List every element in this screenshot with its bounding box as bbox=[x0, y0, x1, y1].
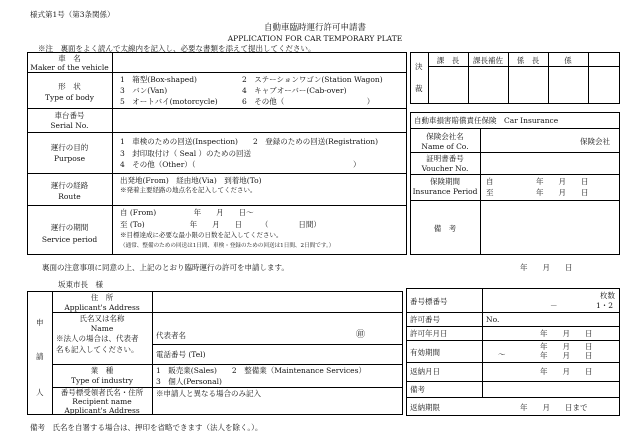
industry-options[interactable]: 1 販売業(Sales) 2 整備業（Maintenance Services） bbox=[156, 366, 366, 375]
valid-from-date: 年 月 日 bbox=[540, 342, 593, 351]
insurance-period-label-en: Insurance Period bbox=[412, 187, 478, 196]
voucher-field[interactable] bbox=[482, 154, 617, 172]
addressee: 坂東市長 様 bbox=[58, 280, 103, 289]
name-note-1: ※法人の場合は、代表者 bbox=[56, 334, 139, 343]
insurance-company-label: 保険会社名 bbox=[426, 132, 464, 141]
purpose-label-en: Purpose bbox=[53, 154, 86, 163]
insurance-remarks-label: 備 考 bbox=[433, 224, 457, 233]
period-label: 運行の期間 bbox=[50, 223, 89, 232]
tel-label: 電話番号 (Tel) bbox=[156, 350, 206, 359]
seal-mark: ㊞ bbox=[356, 330, 366, 340]
plate-dash: － bbox=[550, 301, 558, 310]
purpose-option-4[interactable]: 4 その他（Other）（ ） bbox=[120, 160, 361, 169]
address-label-en: Applicant's Address bbox=[64, 303, 140, 312]
recipient-label-en-2: Applicant's Address bbox=[64, 406, 140, 415]
period-from[interactable]: 自 (From) 年 月 日～ bbox=[120, 208, 254, 217]
recipient-label: 番号標受領者氏名・住所 bbox=[60, 388, 144, 397]
period-note-1: ※目標達成に必要な最小限の日数を記入してください。 bbox=[120, 231, 283, 239]
recipient-field[interactable] bbox=[154, 398, 400, 413]
purpose-label: 運行の目的 bbox=[50, 143, 89, 152]
name-label: 氏名又は名称 bbox=[79, 314, 125, 323]
approval-col-section-chief: 課 長 bbox=[436, 56, 460, 65]
period-label-en: Service period bbox=[41, 235, 98, 244]
approval-label-2: 裁 bbox=[415, 84, 423, 93]
valid-to-date: 年 月 日 bbox=[540, 351, 593, 360]
permit-date-label: 許可年月日 bbox=[410, 329, 448, 338]
insurance-to-date[interactable]: 年 月 日 bbox=[536, 188, 589, 197]
application-date[interactable]: 年 月 日 bbox=[520, 263, 573, 272]
voucher-label: 証明書番号 bbox=[426, 154, 464, 163]
purpose-option-3[interactable]: 3 封印取付け（ Seal ）のための回送 bbox=[120, 149, 251, 158]
insurance-title: 自動車損害賠償責任保険 Car Insurance bbox=[414, 116, 559, 125]
name-label-en: Name bbox=[90, 324, 114, 333]
insurance-from-label: 自 bbox=[486, 177, 494, 186]
permit-number-label: 許可番号 bbox=[410, 315, 440, 324]
serial-field[interactable] bbox=[114, 110, 404, 130]
voucher-label-en: Voucher No. bbox=[421, 164, 469, 173]
shape-option-1[interactable]: 1 箱型(Box-shaped) bbox=[120, 75, 197, 84]
approval-col-assistant: 課長補佐 bbox=[473, 56, 503, 65]
valid-tilde: ～ bbox=[498, 350, 506, 359]
form-number: 様式第1号（第3条関係） bbox=[30, 10, 115, 19]
valid-period-label: 有効期間 bbox=[410, 348, 440, 357]
name-field[interactable] bbox=[196, 316, 356, 342]
applicant-side-2: 請 bbox=[36, 352, 44, 361]
form-title-en: APPLICATION FOR CAR TEMPORARY PLATE bbox=[227, 34, 403, 43]
return-deadline-value: 年 月 日まで bbox=[520, 403, 588, 412]
shape-option-4[interactable]: 4 キャブオーバー(Cab-over) bbox=[242, 86, 347, 95]
shape-label: 形 状 bbox=[58, 82, 81, 91]
insurance-from-date[interactable]: 年 月 日 bbox=[536, 177, 589, 186]
footer-note: 備考 氏名を自署する場合は、押印を省略できます（法人を除く。）。 bbox=[30, 423, 263, 432]
permit-number-prefix: No. bbox=[486, 315, 500, 324]
insurance-company-suffix: 保険会社 bbox=[580, 137, 610, 146]
shape-label-en: Type of body bbox=[45, 93, 94, 102]
applicant-side-1: 申 bbox=[36, 318, 44, 327]
route-points[interactable]: 出発地(From) 経由地(Via) 到着地(To) bbox=[120, 176, 262, 185]
shape-option-6[interactable]: 6 その他（ ） bbox=[242, 97, 375, 106]
recipient-label-en-1: Recipient name bbox=[72, 397, 132, 406]
shape-option-3[interactable]: 3 バン(Van) bbox=[120, 86, 168, 95]
declaration-text: 裏面の注意事項に同意の上、上記のとおり臨時運行の許可を申請します。 bbox=[42, 263, 289, 272]
office-remarks-label: 備考 bbox=[410, 385, 425, 394]
serial-label: 車台番号 bbox=[54, 111, 85, 120]
approval-col-staff: 係 bbox=[564, 56, 572, 65]
approval-col-subsection-chief: 係 長 bbox=[516, 56, 540, 65]
insurance-to-label: 至 bbox=[486, 188, 494, 197]
insurance-company-field[interactable] bbox=[482, 130, 577, 150]
sheets-label: 枚数 bbox=[600, 291, 615, 300]
address-field[interactable] bbox=[154, 293, 400, 310]
route-label-en: Route bbox=[58, 192, 81, 201]
permit-date-value: 年 月 日 bbox=[540, 329, 593, 338]
return-date-value: 年 月 日 bbox=[540, 367, 593, 376]
industry-label-en: Type of industry bbox=[70, 376, 134, 385]
car-name-field[interactable] bbox=[114, 54, 404, 70]
insurance-company-label-en: Name of Co. bbox=[421, 142, 469, 151]
industry-option-3[interactable]: 3 個人(Personal) bbox=[156, 377, 222, 386]
name-note-2: 名も記入してください。 bbox=[56, 345, 139, 354]
form-title-ja: 自動車臨時運行許可申請書 bbox=[263, 23, 366, 33]
route-note: ※発着主要経路の地点名を記入してください。 bbox=[120, 186, 257, 194]
sheets-value: 1・2 bbox=[596, 301, 614, 310]
return-deadline-label: 返納期限 bbox=[410, 403, 440, 412]
period-note-2: （通常、整備のための回送は1日間、車検・登録のための回送は1日間、2日間です。） bbox=[120, 243, 335, 249]
serial-label-en: Serial No. bbox=[50, 121, 89, 130]
approval-label-1: 決 bbox=[415, 62, 423, 71]
plate-number-label: 番号標番号 bbox=[410, 297, 448, 306]
car-name-label-en: Maker of the vehicle bbox=[30, 63, 109, 72]
purpose-option-1-2[interactable]: 1 車検のための回送(Inspection) 2 登録のための回送(Registration) bbox=[120, 137, 379, 146]
representative-label: 代表者名 bbox=[156, 331, 186, 340]
period-to[interactable]: 至 (To) 年 月 日 （ 日間） bbox=[120, 220, 321, 229]
return-date-label: 返納月日 bbox=[410, 367, 440, 376]
instruction-note: ※注 裏面をよく読んで太線内を記入し、必要な書類を添えて提出してください。 bbox=[38, 44, 316, 53]
tel-field[interactable] bbox=[216, 346, 400, 362]
applicant-side-3: 人 bbox=[36, 388, 44, 397]
recipient-note: ※申請人と異なる場合のみ記入 bbox=[156, 389, 261, 398]
insurance-period-label: 保険期間 bbox=[430, 177, 460, 186]
car-name-label: 車 名 bbox=[58, 54, 81, 63]
address-label: 住 所 bbox=[90, 293, 114, 302]
shape-option-5[interactable]: 5 オートバイ(motorcycle) bbox=[120, 97, 218, 106]
industry-label: 業 種 bbox=[90, 366, 114, 375]
shape-option-2[interactable]: 2 ステーションワゴン(Station Wagon) bbox=[242, 75, 383, 84]
route-label: 運行の経路 bbox=[50, 181, 89, 190]
